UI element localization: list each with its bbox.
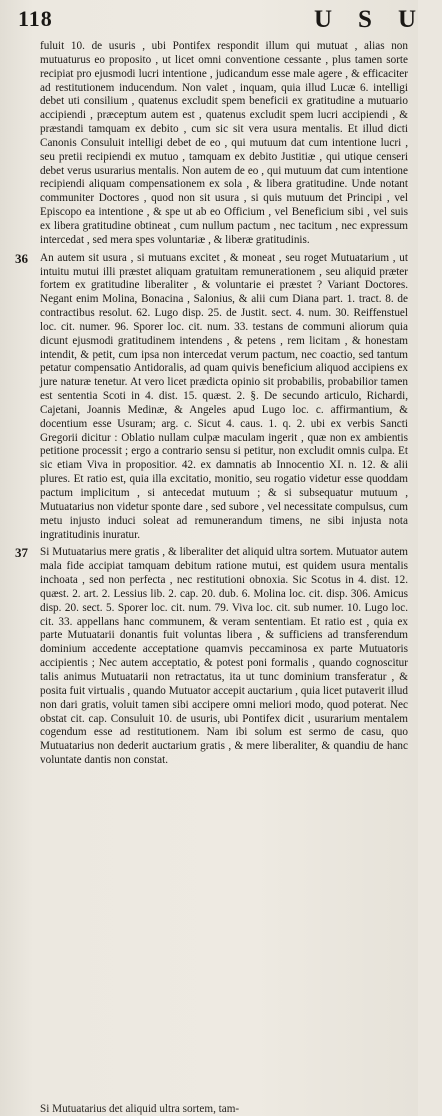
cut-off-line: Si Mutuatarius det aliquid ultra sortem, tam-: [40, 1103, 240, 1115]
paragraph-text: Si Mutuatarius mere gratis , & liberaliter det aliquid ultra sortem. Mutuator autem mala fide accipiat tamquam debitum ratione mutui, est quidem usura mentalis inchoata , sed non perfecta , nec restitutioni obnoxia. Sic Scotus in 4. dist. 12. quæst. 2. art. 2. Lessius lib. 2. cap. 20. dub. 6. Molina loc. cit. disp. 306. Amicus disp. 20. sect. 5. Sporer loc. cit. num. 79. Viva loc. cit. sub numer. 10. Lugo loc. cit. 33. appellans hanc communem, & veram sententiam. Et ratio est , quia ex parte Mutuatarii donantis fuit voluntas libera , & sufficiens ad transferendum dominium accedente acceptatione quamvis peccaminosa ex parte Mutuatoris accipientis ; Nec autem acceptatio, & potest poni formalis , quando cognoscitur talis animus Mutuatarii non retractatus, ita ut tunc dominium transferatur , & posita fuit virtualis , quando Mutuator accepit auctarium , quia licet putaverit illud non dari gratis, voluit tamen sibi accipere omni meliori modo, quod poterat. Nec obstat cit. cap. Consuluit 10. de usuris, ubi Pontifex dicit , usurarium mentalem cogendum esse ad restitutionem. Nam ibi solum est sermo de casu, quo Mutuatarius non dederit auctarium gratis , & mere liberaliter, & quandiu de hanc voluntate dantis non constat.: [40, 546, 408, 767]
page-header: [18, 6, 442, 34]
paragraph-text: fuluit 10. de usuris , ubi Pontifex respondit illum qui mutuat , alias non mutuaturus eo proposito , ut licet omni conventione cessante , plus tamen sorte recipiat pro ejusmodi lucri intentione , judicandum esse male agere , & efficaciter ad restitutionem inducendum. Non valet , inquam, quia illud Lucæ 6. intelligi debet uti consilium , quatenus excludit spem beneficii ex gratitudine a mutuario accipiendi , præceptum autem est , quatenus excludit spem lucri accipiendi , & præstandi tamquam ex debito , cum sic sit vera usura mentalis. Et illud dicti Canonis Consuluit intelligi debet de eo , qui mutuum dat cum intentione lucri , seu pretii recipiendi ex mutuo , tamquam ex debito Justitiæ , qui utique censeri debet verus usurarius mentalis. Non autem de eo , qui mutuum dat cum intentione recipiendi aliquam compensationem ex sola , & libera gratitudine. Unde notant communiter Doctores , quod non sit usura , si quis mutuum det Principi , vel Episcopo ea intentione , & spe ut ab eo Officium , vel Beneficium sibi , vel suis ex libera gratitudine obtineat , cum nullum pactum , nec tacitum , nec expressum intercedat , sed mera spes voluntariæ , & liberæ gratitudinis.: [40, 40, 408, 246]
body-text: [15, 40, 408, 772]
paragraph-continued: [40, 40, 408, 248]
running-head: USU: [314, 6, 442, 33]
paragraph-37: [15, 545, 408, 768]
paragraph-number: 36: [15, 250, 28, 266]
paragraph-text: An autem sit usura , si mutuans excitet , & moneat , seu roget Mutuatarium , ut intuitu mutui illi præstet aliquam gratuitam remunerationem , seu aliquid præter fortem ex gratitudine liberaliter , & voluntarie ei præstet ? Variant Doctores. Negant enim Molina, Bonacina , Salonius, & alii cum Diana part. 1. tract. 8. de contractibus resolut. 62. Lugo disp. 25. de Justit. sect. 4. num. 30. Reiffenstuel loc. cit. numer. 96. Sporer loc. cit. num. 33. testans de communi aliorum quia dicunt ejusmodi gratitudinem intendens , & petens , rem licitam , & honestam intendit, & petit, cum ipsa non intercedat verum pactum, nec coactio, sed tantum petatur compensatio Antidoralis, ad quam quivis beneficium aliquod accipiens ex jure naturæ tenetur. At vero licet prædicta opinio sit probabilis, probabilior tamen est sententia Scoti in 4. dist. 15. quæst. 2. §. De secundo articulo, Richardi, Cajetani, Joannis Medinæ, & Angeles apud Lugo loc. c. affirmantium, & docentium esse Usuram; arg. c. Sicut 4. caus. 1. q. 2. ubi ex verbis Sancti Gregorii dicitur : Oblatio nullam culpæ maculam ingerit , quæ non ex ambientis petitione processit ; ergo a contrario sensu si petitur, non excludit omnis culpa. Et sic etiam Viva in propositior. 42. ex damnatis ab Innocentio XI. n. 12. & alii plures. Et ratio est, quia illa excitatio, monitio, seu rogatio videtur esse quoddam pactum implicitum , si antecedat mutuum ; & si subsequatur mutuum , Mutuatarius non videtur sponte dare , sed subore , vel necessitate compulsus, cum metu injusto induci soleat ad remunerandum timens, ne sibi injusta nota ingratitudinis inuratur.: [40, 251, 408, 541]
page-number: 118: [18, 6, 53, 31]
paragraph-36: [15, 250, 408, 543]
paragraph-number: 37: [15, 545, 28, 561]
